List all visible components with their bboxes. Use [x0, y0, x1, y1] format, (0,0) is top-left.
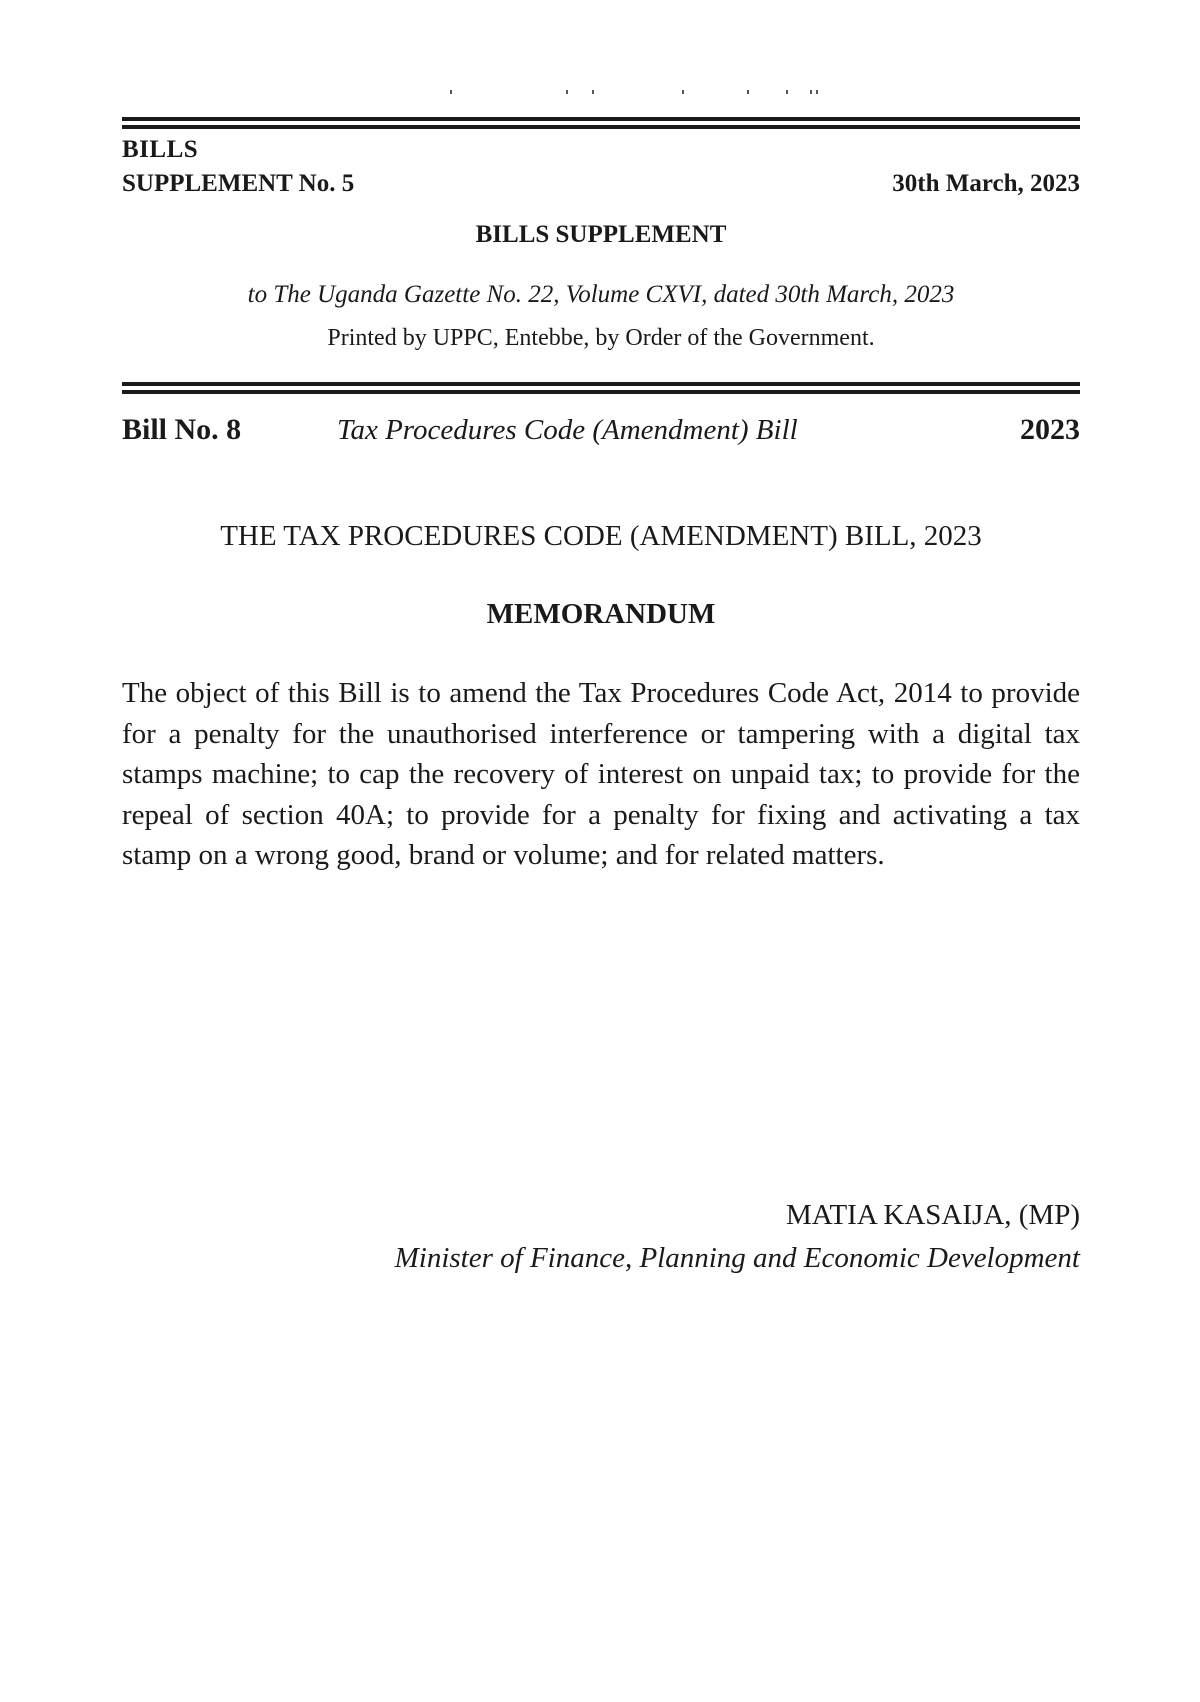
- memorandum-body: The object of this Bill is to amend the Tax Procedures Code Act, 2014 to provide for a penalty for the unauthorised interference or tampering with a digital tax stamps machine; to cap the recovery of interest on unpaid tax; to provide for the repeal of section 40A; to provide for a penalty for fixing and activating a tax stamp on a wrong good, brand or volume; and for related matters.: [122, 677, 1080, 871]
- bills-label: BILLS: [122, 136, 199, 163]
- bills-supplement-heading: BILLS SUPPLEMENT: [475, 221, 727, 248]
- bill-year: 2023: [1020, 413, 1080, 446]
- bill-full-title: THE TAX PROCEDURES CODE (AMENDMENT) BILL, 2023: [220, 520, 982, 552]
- middle-double-rule: [122, 382, 1080, 394]
- bill-number: Bill No. 8: [122, 413, 242, 446]
- memorandum-heading: MEMORANDUM: [486, 598, 716, 630]
- supplement-number: SUPPLEMENT No. 5: [122, 170, 355, 197]
- bill-header-row: [122, 410, 1080, 450]
- bill-short-title: Tax Procedures Code (Amendment) Bill: [337, 414, 798, 446]
- top-edge-marks: [122, 82, 1080, 96]
- supplement-date: 30th March, 2023: [892, 170, 1080, 197]
- gazette-page: [122, 0, 1080, 1702]
- gazette-reference: to The Uganda Gazette No. 22, Volume CXVI, dated 30th March, 2023: [247, 281, 955, 308]
- signatory-title: Minister of Finance, Planning and Economic Development: [394, 1242, 1080, 1274]
- printer-line: Printed by UPPC, Entebbe, by Order of the Government.: [327, 325, 875, 351]
- top-double-rule: [122, 117, 1080, 129]
- signatory-name: MATIA KASAIJA, (MP): [785, 1199, 1080, 1231]
